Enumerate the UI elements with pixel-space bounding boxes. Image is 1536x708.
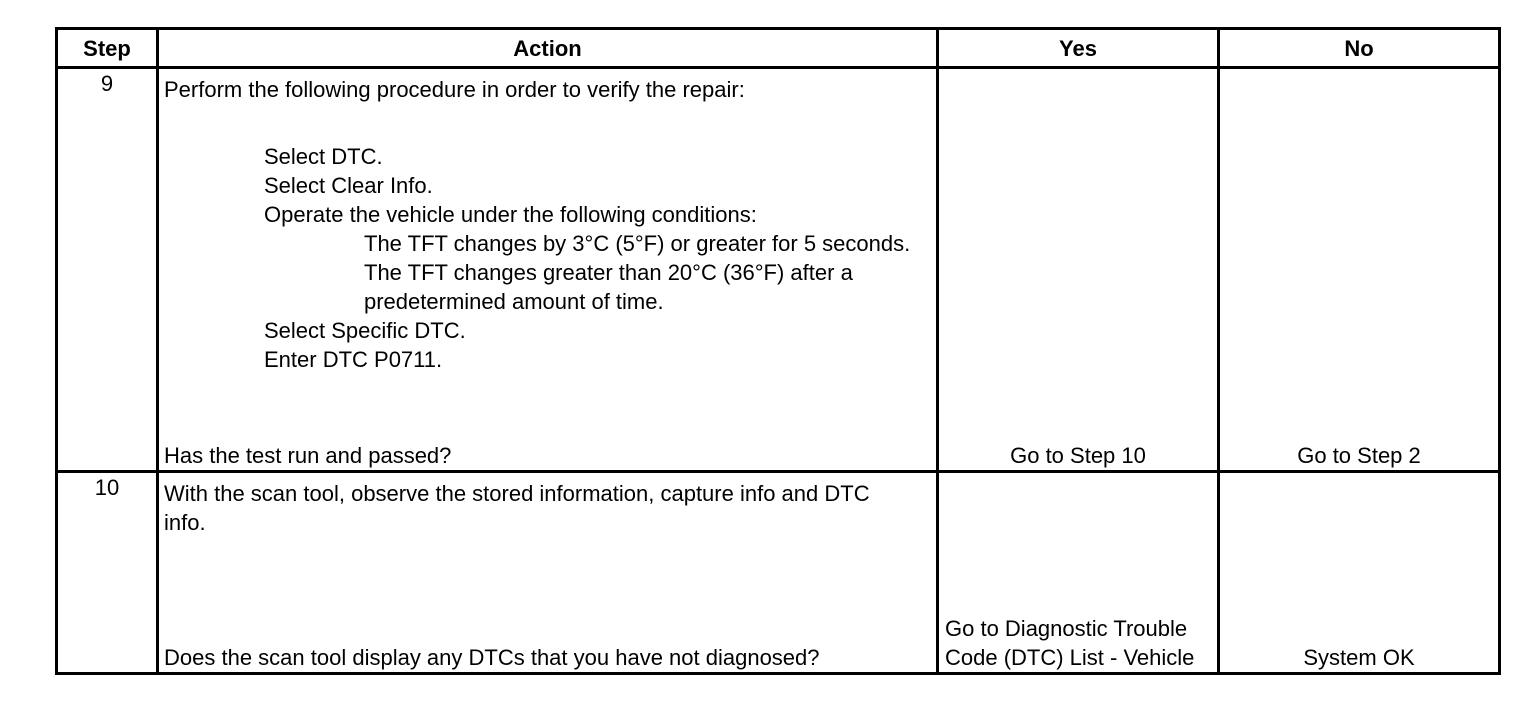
yes-result: Go to Step 10 xyxy=(1010,443,1146,468)
condition-item: The TFT changes by 3°C (5°F) or greater for 5 seconds. xyxy=(364,231,911,256)
no-cell xyxy=(1219,472,1500,674)
procedure-item: Enter DTC P0711. xyxy=(264,347,443,372)
yes-cell xyxy=(938,68,1219,472)
header-step: Step xyxy=(57,29,158,68)
table-row xyxy=(57,472,1500,674)
table-row xyxy=(57,68,1500,472)
yes-cell xyxy=(938,472,1219,674)
action-cell xyxy=(158,68,938,472)
procedure-item: Operate the vehicle under the following conditions: xyxy=(264,202,757,227)
action-cell xyxy=(158,472,938,674)
step-number: 9 xyxy=(57,68,158,472)
procedure-list xyxy=(264,142,928,374)
table-header-row xyxy=(57,29,1500,68)
yes-result: Go to Diagnostic Trouble Code (DTC) List - Vehicle xyxy=(945,616,1195,670)
action-intro: With the scan tool, observe the stored information, capture info and DTC info. xyxy=(164,481,870,535)
action-question: Does the scan tool display any DTCs that you have not diagnosed? xyxy=(164,645,820,670)
no-cell xyxy=(1219,68,1500,472)
action-intro: Perform the following procedure in order to verify the repair: xyxy=(164,77,745,102)
step-number: 10 xyxy=(57,472,158,674)
condition-item: The TFT changes greater than 20°C (36°F) after a predetermined amount of time. xyxy=(364,260,853,314)
procedure-item: Select Clear Info. xyxy=(264,173,433,198)
procedure-item: Select Specific DTC. xyxy=(264,318,466,343)
diagnostic-table xyxy=(55,27,1501,675)
header-no: No xyxy=(1219,29,1500,68)
procedure-item: Select DTC. xyxy=(264,144,383,169)
action-question: Has the test run and passed? xyxy=(164,443,452,468)
no-result: System OK xyxy=(1303,645,1415,670)
no-result: Go to Step 2 xyxy=(1297,443,1421,468)
header-yes: Yes xyxy=(938,29,1219,68)
header-action: Action xyxy=(158,29,938,68)
